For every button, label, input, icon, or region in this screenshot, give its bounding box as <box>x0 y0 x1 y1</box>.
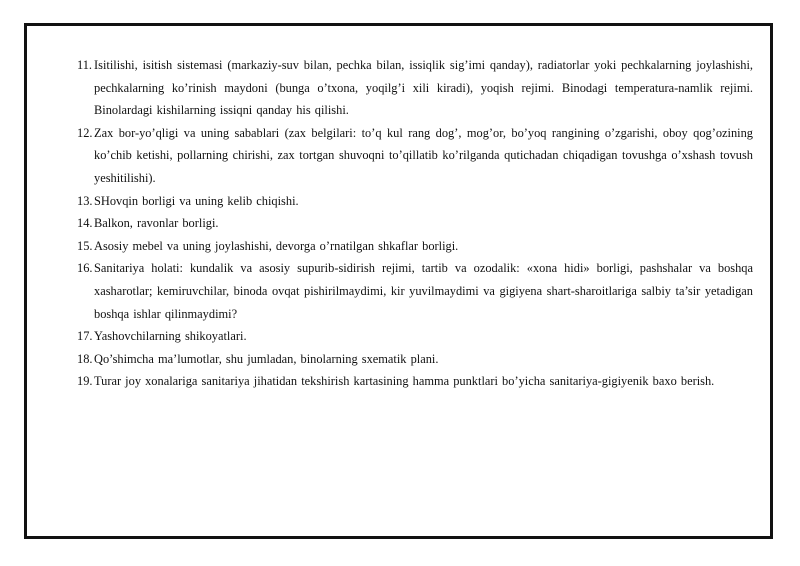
page-frame <box>24 23 773 539</box>
list-item-14 <box>77 212 753 235</box>
item-number: 15. <box>77 238 93 253</box>
list-item-11 <box>77 54 753 122</box>
checklist <box>77 54 753 393</box>
item-text: Asosiy mebel va uning joylashishi, devorga o’rnatilgan shkaflar borligi. <box>94 238 459 253</box>
item-number: 16. <box>77 261 93 276</box>
item-number: 11. <box>77 58 93 72</box>
list-item-15 <box>77 235 753 258</box>
list-item-16 <box>77 257 753 325</box>
item-text: Zax bor-yo’qligi va uning sabablari (zax belgilari: to’q kul rang dog’, mog’or, bo’yoq rangining o’zgarishi, oboy qog’ozining ko’chib ketishi, pollarning chirishi, zax tortgan shuvoqni to’qillatib ko’rilganda qutichadan chiqadigan tovushga o’xshash tovush yeshitilishi). <box>94 125 753 185</box>
item-number: 13. <box>77 193 93 208</box>
item-number: 12. <box>77 125 93 140</box>
item-text: Isitilishi, isitish sistemasi (markaziy-suv bilan, pechka bilan, issiqlik sig’imi qanday), radiatorlar yoki pechkalarning joylashishi, pechkalarning ko’rinish maydoni (bunga o’txona, yoqilg’i xili kiradi), yoqish rejimi. Binodagi temperatura-namlik rejimi. Binolardagi kishilarning issiqni qanday his qilishi. <box>94 58 753 118</box>
item-number: 18. <box>77 351 93 366</box>
list-item-17 <box>77 325 753 348</box>
list-item-12 <box>77 122 753 190</box>
item-text: Turar joy xonalariga sanitariya jihatidan tekshirish kartasining hamma punktlari bo’yicha sanitariya-gigiyenik baxo berish. <box>94 374 715 389</box>
item-text: Balkon, ravonlar borligi. <box>94 216 219 231</box>
item-text: SHovqin borligi va uning kelib chiqishi. <box>94 193 299 208</box>
list-item-18 <box>77 348 753 371</box>
list-item-13 <box>77 190 753 213</box>
list-item-19 <box>77 370 753 393</box>
item-text: Qo’shimcha ma’lumotlar, shu jumladan, binolarning sxematik plani. <box>94 351 439 366</box>
item-number: 19. <box>77 374 93 389</box>
item-number: 14. <box>77 216 93 231</box>
item-number: 17. <box>77 329 93 344</box>
item-text: Yashovchilarning shikoyatlari. <box>94 329 247 344</box>
item-text: Sanitariya holati: kundalik va asosiy supurib-sidirish rejimi, tartib va ozodalik: «xona hidi» borligi, pashshalar va boshqa xasharotlar; kemiruvchilar, binoda ovqat pishirilmaydimi, kir yuvilmaydimi va gigiyena shart-sharoitlariga salbiy ta’sir yetadigan boshqa ishlar qilinmaydimi? <box>94 261 753 321</box>
